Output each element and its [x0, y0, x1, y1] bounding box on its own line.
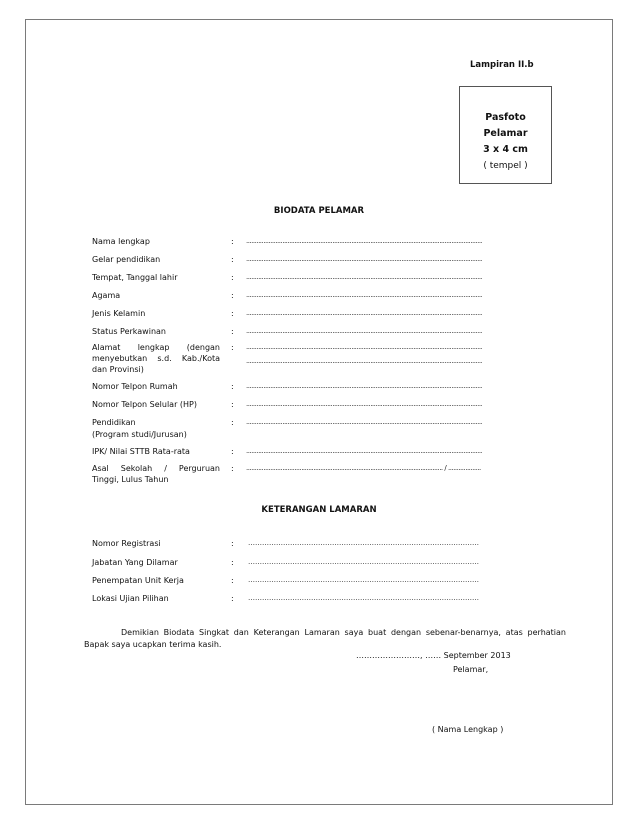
field-label: Nomor Telpon Selular (HP)	[92, 400, 197, 409]
field-label: Tempat, Tanggal lahir	[92, 273, 178, 282]
fill-line: .........................................................................................................................................	[246, 291, 483, 299]
field-label: Nomor Registrasi	[92, 539, 161, 548]
field-label-line-2: (Program studi/Jurusan)	[92, 430, 187, 439]
colon: :	[231, 255, 234, 264]
fill-line: ………………………………………………………………………………………	[248, 594, 479, 602]
fill-line: .........................................................................................................................................	[246, 309, 483, 317]
colon: :	[231, 539, 234, 548]
colon: :	[231, 594, 234, 603]
photo-box	[459, 86, 552, 184]
colon: :	[231, 400, 234, 409]
colon: :	[231, 327, 234, 336]
photo-line-2: Pelamar	[483, 128, 528, 139]
fill-line: .........................................................................................................................................	[246, 382, 483, 390]
fill-line: .................................................................................................................. / ...................	[246, 464, 481, 472]
fill-line: .........................................................................................................................................	[246, 447, 483, 455]
fill-line: .........................................................................................................................................	[246, 400, 483, 408]
fill-line: .........................................................................................................................................	[246, 327, 483, 335]
field-label: Nama lengkap	[92, 237, 150, 246]
photo-line-3: 3 x 4 cm	[483, 144, 528, 155]
fill-line: .........................................................................................................................................	[246, 418, 483, 426]
fill-line: .........................................................................................................................................	[246, 255, 483, 263]
colon: :	[231, 273, 234, 282]
fill-line-2: .........................................................................................................................................	[246, 357, 483, 365]
fill-line: .........................................................................................................................................	[246, 273, 483, 281]
fill-line: ………………………………………………………………………………………	[248, 558, 479, 566]
colon: :	[231, 237, 234, 246]
field-label: Asal Sekolah / Perguruan	[92, 464, 220, 473]
field-label: IPK/ Nilai STTB Rata-rata	[92, 447, 190, 456]
field-label: Lokasi Ujian Pilihan	[92, 594, 169, 603]
colon: :	[231, 291, 234, 300]
field-label: Jenis Kelamin	[92, 309, 146, 318]
photo-line-1: Pasfoto	[485, 112, 526, 123]
field-label-line-2: menyebutkan s.d. Kab./Kota	[92, 354, 220, 363]
colon: :	[231, 343, 234, 352]
nama-lengkap-label: ( Nama Lengkap )	[432, 725, 504, 734]
colon: :	[231, 464, 234, 473]
colon: :	[231, 576, 234, 585]
colon: :	[231, 382, 234, 391]
biodata-row-education	[92, 417, 552, 441]
fill-line: ………………………………………………………………………………………	[248, 576, 479, 584]
lampiran-label: Lampiran II.b	[470, 60, 534, 70]
biodata-row-address	[92, 342, 552, 376]
fill-line: ………………………………………………………………………………………	[248, 539, 479, 547]
field-label: Penempatan Unit Kerja	[92, 576, 184, 585]
colon: :	[231, 447, 234, 456]
colon: :	[231, 309, 234, 318]
keterangan-title: KETERANGAN LAMARAN	[261, 505, 377, 515]
photo-line-4: ( tempel )	[483, 161, 528, 171]
field-label-line-3: dan Provinsi)	[92, 365, 144, 374]
biodata-row-school	[92, 463, 552, 487]
fill-line: .........................................................................................................................................	[246, 343, 483, 351]
field-label: Jabatan Yang Dilamar	[92, 558, 178, 567]
pelamar-label: Pelamar,	[453, 665, 489, 674]
field-label: Alamat lengkap (dengan	[92, 343, 220, 352]
field-label: Status Perkawinan	[92, 327, 166, 336]
closing-paragraph: Demikian Biodata Singkat dan Keterangan Lamaran saya buat dengan sebenar-benarnya, atas perhatian Bapak saya ucapkan terima kasih.	[84, 628, 566, 649]
date-line: ……………………, …… September 2013	[356, 651, 511, 660]
field-label: Pendidikan	[92, 418, 136, 427]
field-label: Agama	[92, 291, 121, 300]
field-label: Nomor Telpon Rumah	[92, 382, 178, 391]
field-label: Gelar pendidikan	[92, 255, 161, 264]
biodata-title: BIODATA PELAMAR	[273, 206, 365, 216]
field-label-line-2: Tinggi, Lulus Tahun	[92, 475, 169, 484]
colon: :	[231, 418, 234, 427]
colon: :	[231, 558, 234, 567]
fill-line: .........................................................................................................................................	[246, 237, 483, 245]
